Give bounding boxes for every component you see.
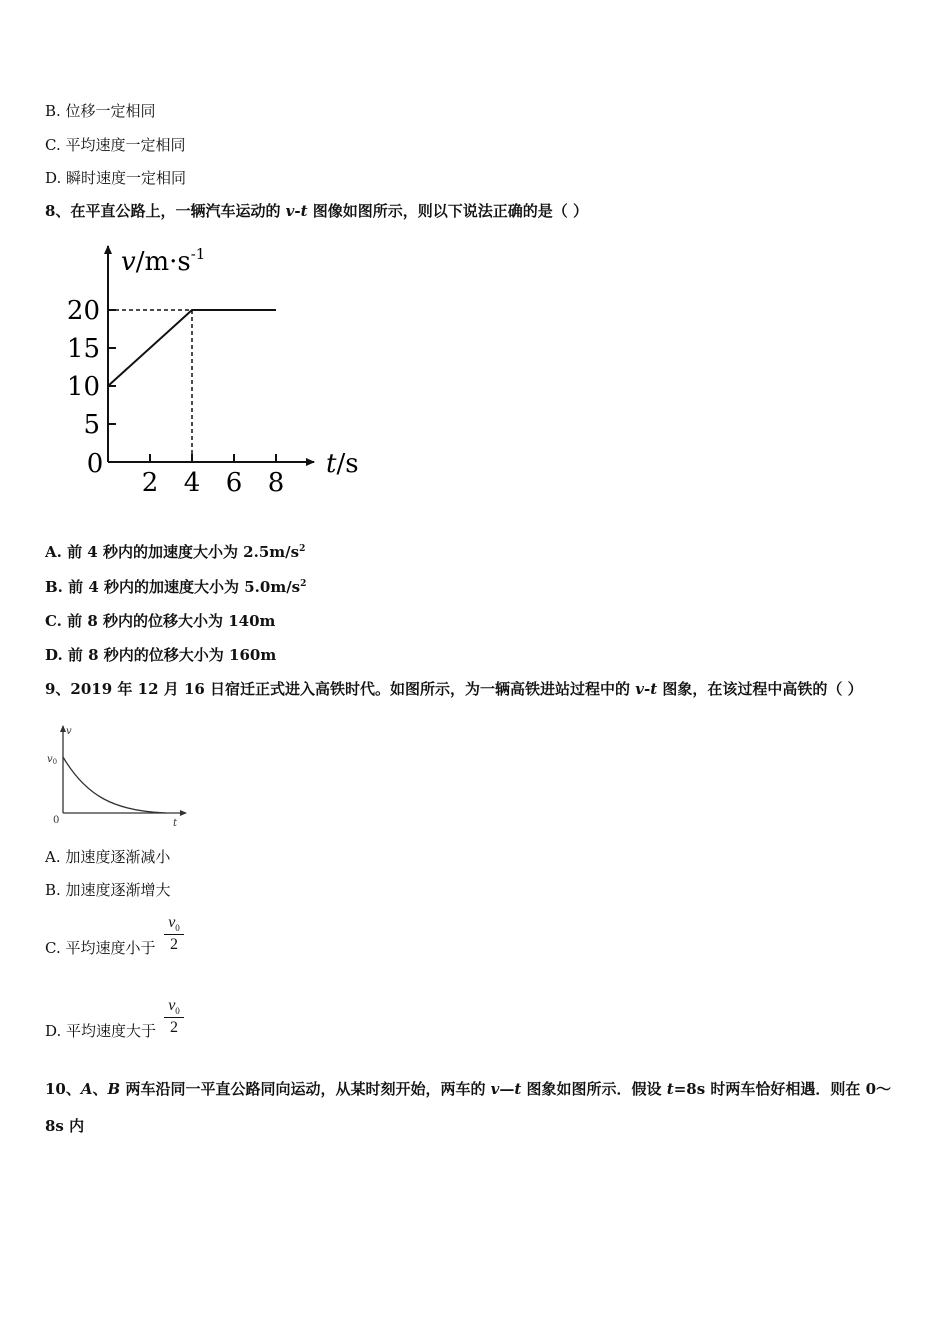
q9-option-b: B. 加速度逐渐增大	[45, 881, 171, 899]
q8-option-a-exp: 2	[299, 544, 306, 554]
q7-option-c: C. 平均速度一定相同	[45, 136, 186, 154]
q8-option-a-text: A. 前 4 秒内的加速度大小为 2.5m/s	[45, 543, 300, 561]
q9-stem-variable: v-t	[635, 680, 658, 698]
q9-vt-chart	[44, 718, 194, 830]
q8-stem-text-end: 图像如图所示，则以下说法正确的是（ ）	[307, 202, 588, 220]
q10-stem: 10、A、B 两车沿同一平直公路同向运动，从某时刻开始，两车的 v—t 图象如图所示．假设 t=8s 时两车恰好相遇．则在 0～	[45, 1080, 892, 1098]
q9-origin-label: 0	[53, 815, 60, 826]
q8-y-tick-label: 20	[66, 296, 100, 326]
q7-option-b: B. 位移一定相同	[45, 102, 156, 120]
q9-x-axis-label: t	[173, 818, 178, 829]
q8-origin-label: 0	[86, 449, 104, 479]
q8-x-axis-label: t/s	[326, 449, 359, 479]
q9-fraction-numerator: $v_0$	[164, 997, 184, 1018]
q8-stem	[45, 201, 588, 221]
q10-stem-line2: 8s 内	[45, 1117, 85, 1135]
q9-fraction-denominator: 2	[170, 1019, 178, 1037]
q9-option-c: C. 平均速度小于	[45, 939, 156, 957]
q8-x-tick-label: 2	[141, 468, 159, 498]
q8-y-tick-label: 10	[66, 372, 100, 402]
q8-option-b	[45, 577, 306, 597]
q9-fraction-numerator: $v_0$	[164, 914, 184, 935]
q9-option-d: D. 平均速度大于	[45, 1022, 157, 1040]
q8-option-b-text: B. 前 4 秒内的加速度大小为 5.0m/s	[45, 578, 301, 596]
q8-option-a	[45, 542, 305, 562]
q9-stem-text: 9、2019 年 12 月 16 日宿迁正式进入高铁时代。如图所示，为一辆高铁进站过程中的	[45, 680, 636, 698]
q9-stem-text-end: 图象，在该过程中高铁的（ ）	[657, 680, 863, 698]
q9-y-axis-label: v	[66, 726, 72, 737]
q9-velocity-curve	[63, 757, 166, 813]
q9-option-c-fraction	[164, 914, 184, 954]
q8-x-tick-label: 8	[267, 468, 285, 498]
q8-stem-variable: v-t	[285, 202, 308, 220]
q7-option-d: D. 瞬时速度一定相同	[45, 169, 187, 187]
q8-x-tick-label: 4	[183, 468, 201, 498]
q9-stem	[45, 679, 863, 699]
q8-option-b-exp: 2	[300, 579, 307, 589]
q8-x-tick-label: 6	[225, 468, 243, 498]
q9-option-a: A. 加速度逐渐减小	[45, 848, 171, 866]
q8-vt-chart	[60, 238, 370, 500]
q9-option-d-fraction	[164, 997, 184, 1037]
q8-y-tick-label: 15	[66, 334, 100, 364]
q9-fraction-denominator: 2	[170, 936, 178, 954]
q8-option-d: D. 前 8 秒内的位移大小为 160m	[45, 646, 277, 664]
q8-stem-text: 8、在平直公路上，一辆汽车运动的	[45, 202, 286, 220]
q9-v0-label: $v_0$	[47, 754, 58, 766]
q8-option-c: C. 前 8 秒内的位移大小为 140m	[45, 612, 276, 630]
q8-y-tick-label: 5	[83, 410, 100, 440]
q8-y-axis-label: $v/m\cdot s^{-1}$	[121, 245, 206, 277]
